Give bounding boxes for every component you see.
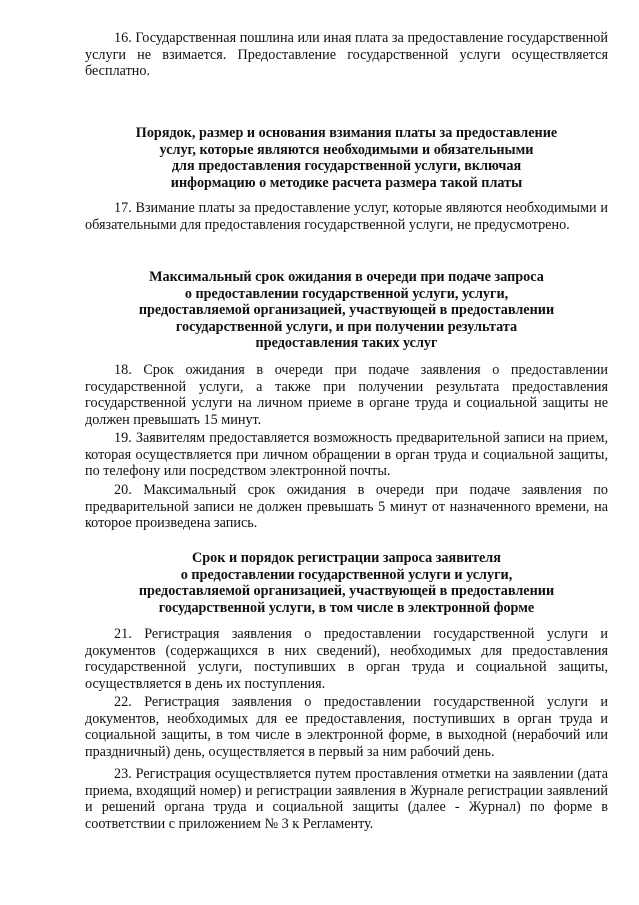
heading-line: о предоставлении государственной услуги, услуги, xyxy=(184,285,509,302)
heading-registration xyxy=(85,550,608,616)
heading-line: о предоставлении государственной услуги и услуги, xyxy=(180,566,513,583)
heading-line: Порядок, размер и основания взимания платы за предоставление xyxy=(135,125,558,141)
heading-line: предоставляемой организацией, участвующей в предоставлении xyxy=(138,302,555,319)
paragraph-19: 19. Заявителям предоставляется возможность предварительной записи на прием, которая осуществляется при личном обращении в орган труда и социальной защиты, по телефону или посредством электронной почты. xyxy=(85,430,608,480)
heading-line: информацию о методике расчета размера такой платы xyxy=(170,174,523,191)
paragraph-21: 21. Регистрация заявления о предоставлении государственной услуги и документов (содержащихся в них сведений), необходимых для предоставления государственной услуги, поступивших в орган труда и социальной защиты, осуществляется в день их поступления. xyxy=(85,626,608,692)
heading-line: предоставляемой организацией, участвующей в предоставлении xyxy=(138,583,555,600)
heading-line: государственной услуги, и при получении результата xyxy=(175,318,518,335)
paragraph-23: 23. Регистрация осуществляется путем проставления отметки на заявлении (дата приема, входящий номер) и регистрации заявления в Журнале регистрации заявлений и решений органа труда и социальной защиты (далее - Журнал) по форме в соответствии с приложением № 3 к Регламенту. xyxy=(85,766,608,832)
paragraph-17: 17. Взимание платы за предоставление услуг, которые являются необходимыми и обязательными для предоставления государственной услуги, не предусмотрено. xyxy=(85,200,608,233)
paragraph-20: 20. Максимальный срок ожидания в очереди при подаче заявления по предварительной записи не должен превышать 5 минут от назначенного времени, на которое произведена запись. xyxy=(85,482,608,532)
heading-queue-wait xyxy=(85,269,608,352)
heading-line: государственной услуги, в том числе в электронной форме xyxy=(158,599,535,616)
paragraph-18: 18. Срок ожидания в очереди при подаче заявления о предоставлении государственной услуги, а также при получении результата предоставления государственной услуги на личном приеме в органе труда и социальной защиты не должен превышать 15 минут. xyxy=(85,362,608,428)
paragraph-22: 22. Регистрация заявления о предоставлении государственной услуги и документов, необходимых для ее предоставления, поступивших в орган труда и социальной защиты, в том числе в электронной форме, в выходной (нерабочий или праздничный) день, осуществляется в первый за ним рабочий день. xyxy=(85,694,608,760)
heading-line: для предоставления государственной услуги, включая xyxy=(171,158,522,175)
heading-line: предоставления таких услуг xyxy=(255,335,438,352)
heading-fee-calculation xyxy=(85,125,608,191)
heading-line: услуг, которые являются необходимыми и обязательными xyxy=(159,141,534,158)
paragraph-16: 16. Государственная пошлина или иная плата за предоставление государственной услуги не взимается. Предоставление государственной услуги осуществляется бесплатно. xyxy=(85,30,608,80)
heading-line: Максимальный срок ожидания в очереди при подаче запроса xyxy=(149,269,544,285)
heading-line: Срок и порядок регистрации запроса заявителя xyxy=(192,550,501,566)
